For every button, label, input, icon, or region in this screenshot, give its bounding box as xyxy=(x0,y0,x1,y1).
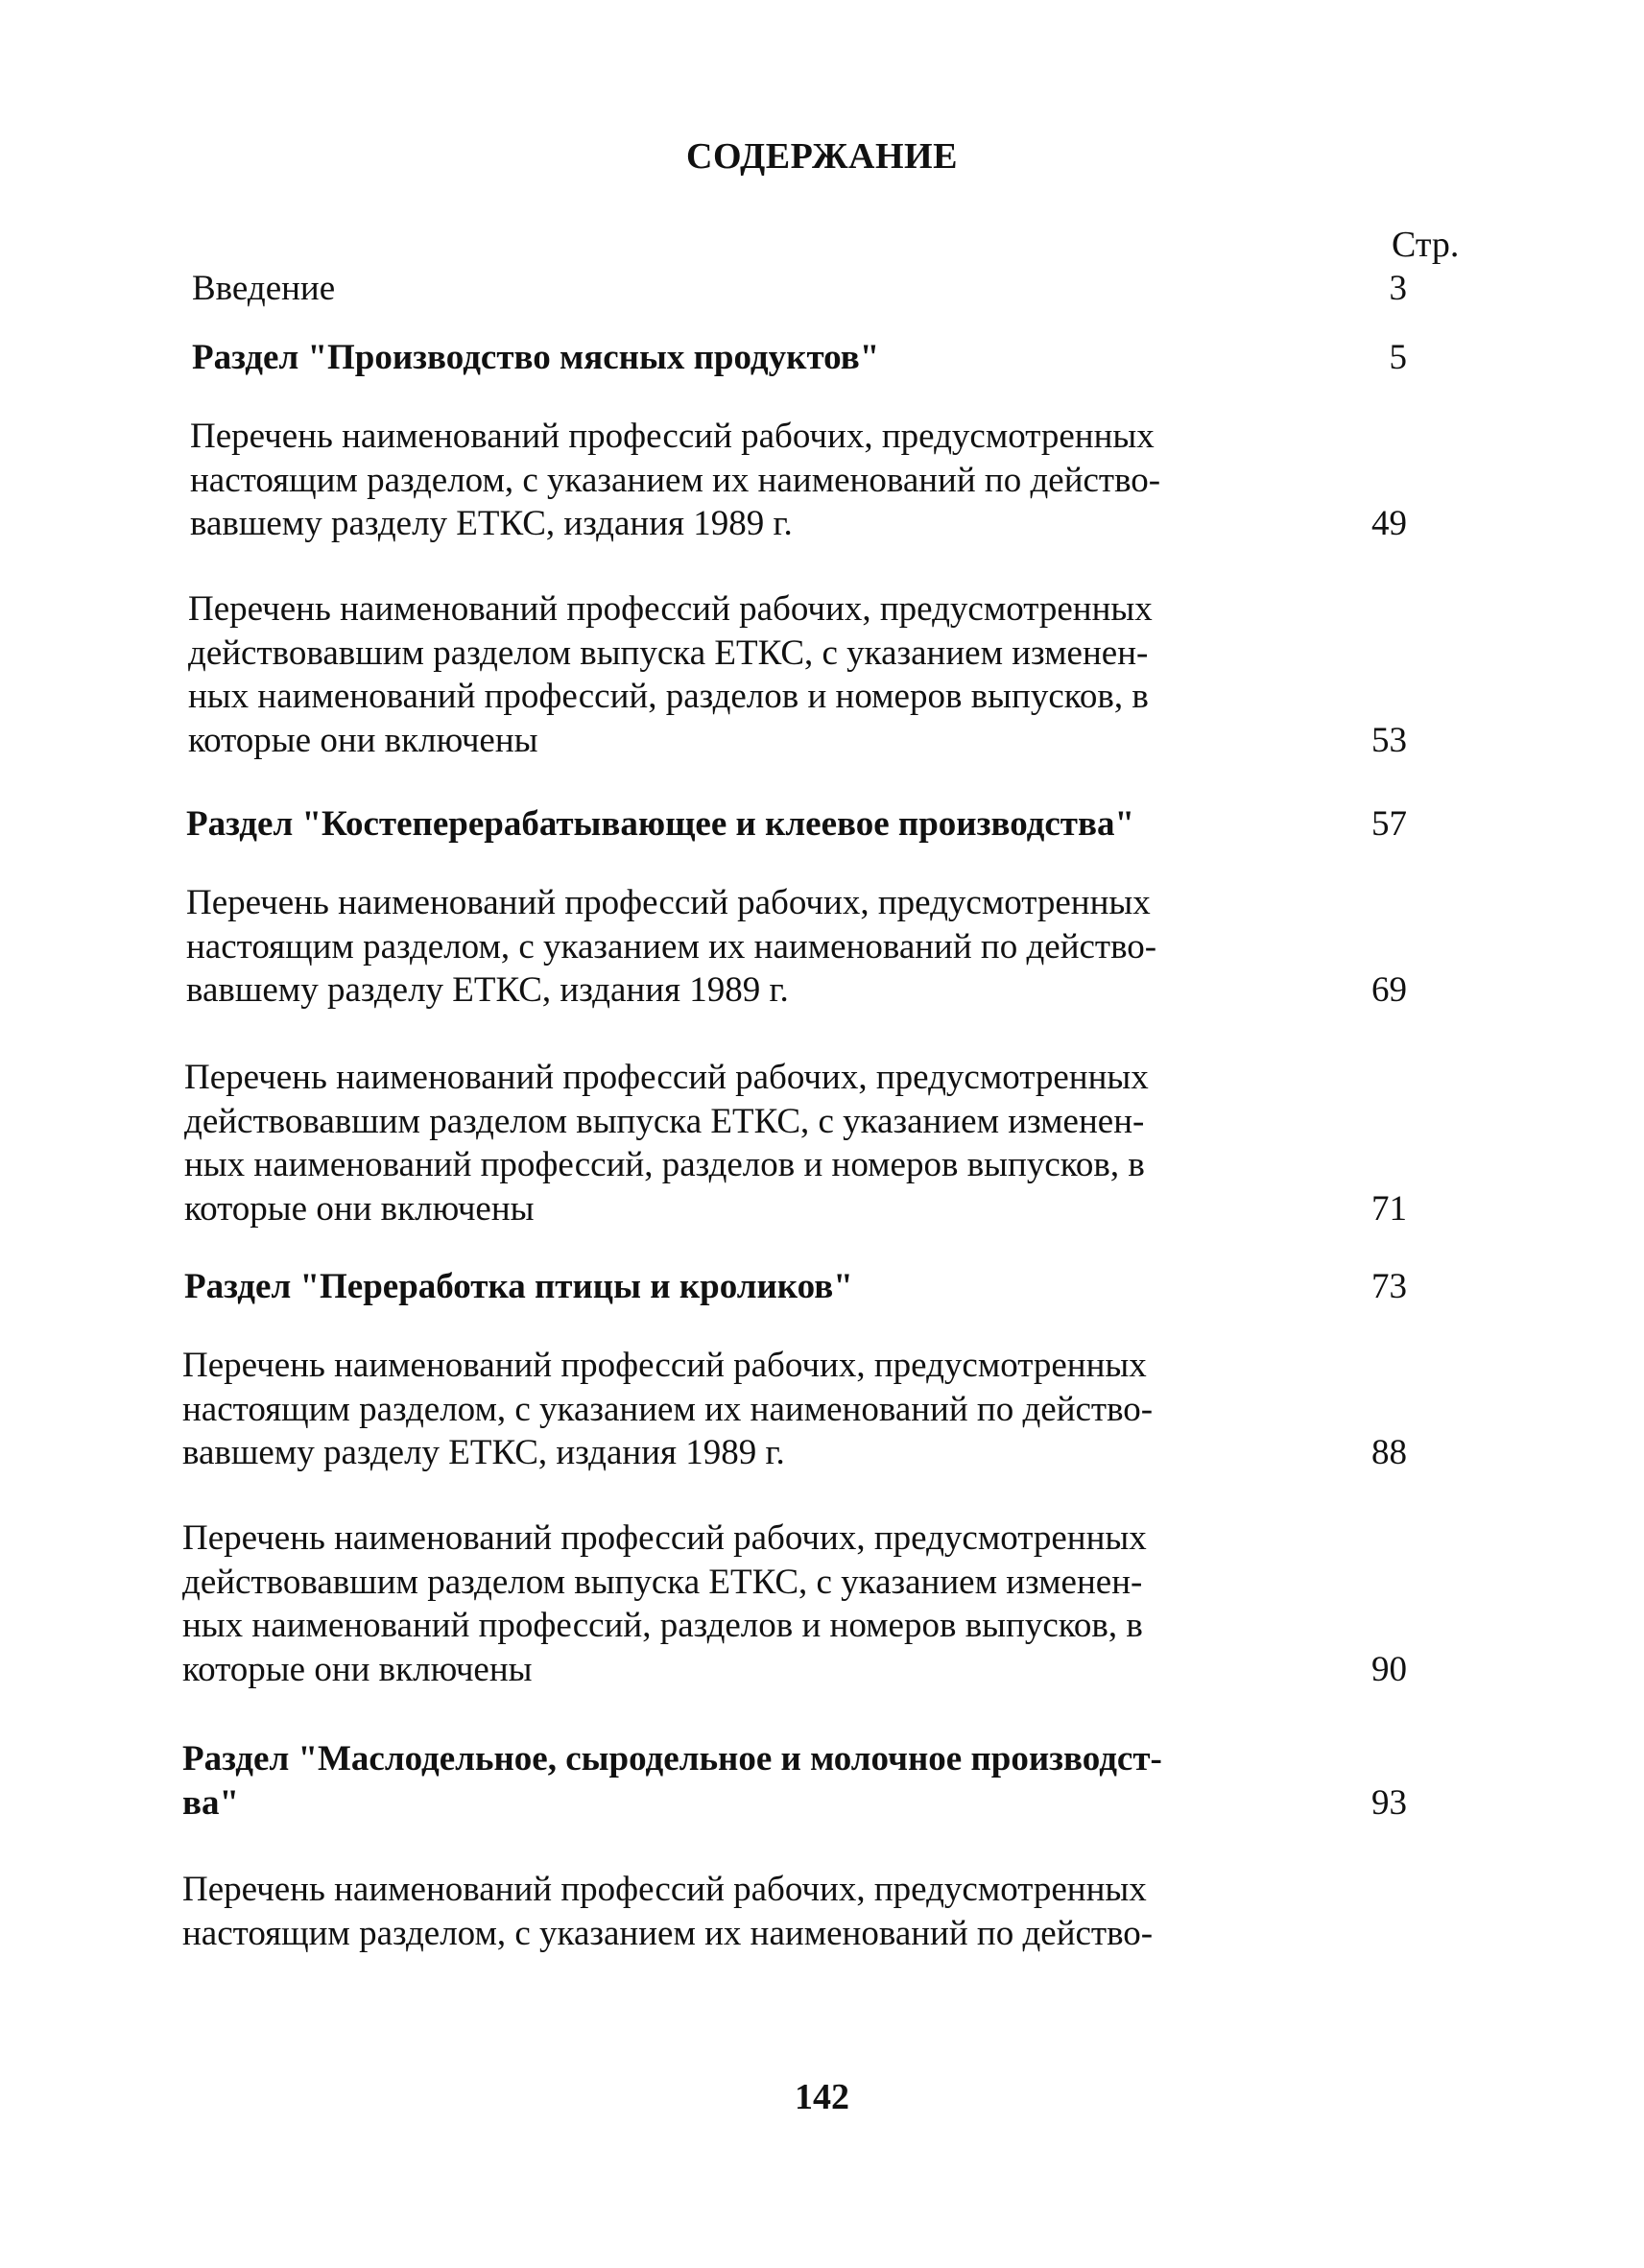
toc-entry-line: Перечень наименований профессий рабочих, предусмотренных xyxy=(190,417,1155,456)
toc-page-number: 93 xyxy=(1371,1782,1407,1823)
toc-entry-line: ва" xyxy=(182,1782,240,1823)
toc-entry-line: Перечень наименований профессий рабочих, предусмотренных xyxy=(184,1058,1149,1097)
toc-entry-line: Раздел "Производство мясных продуктов" xyxy=(192,338,880,377)
toc-entry-line: Перечень наименований профессий рабочих, предусмотренных xyxy=(186,883,1151,922)
toc-page-number: 88 xyxy=(1371,1433,1407,1472)
toc-entry-line: Перечень наименований профессий рабочих, предусмотренных xyxy=(182,1346,1147,1385)
toc-page-number: 53 xyxy=(1371,720,1407,760)
toc-section-heading xyxy=(182,1737,1162,1825)
toc-entry xyxy=(186,881,1156,1013)
page-number: 142 xyxy=(795,2077,849,2117)
toc-page-number: 3 xyxy=(1389,269,1407,308)
toc-entry-line: настоящим разделом, с указанием их наименований по действо- xyxy=(186,926,1157,967)
toc-entry-line: действовавшим разделом выпуска ЕТКС, с указанием изменен- xyxy=(184,1101,1145,1141)
toc-entry-line: ных наименований профессий, разделов и номеров выпусков, в xyxy=(184,1145,1145,1184)
page-title: СОДЕРЖАНИЕ xyxy=(686,136,958,177)
toc-page-number: 49 xyxy=(1371,504,1407,543)
toc-entry-line: Перечень наименований профессий рабочих, предусмотренных xyxy=(182,1518,1147,1558)
toc-entry-line: которые они включены xyxy=(184,1188,535,1229)
toc-page-number: 69 xyxy=(1371,970,1407,1010)
toc-page-number: 5 xyxy=(1389,338,1407,377)
toc-entry-line: действовавшим разделом выпуска ЕТКС, с указанием изменен- xyxy=(182,1562,1143,1602)
toc-entry-line: Перечень наименований профессий рабочих, предусмотренных xyxy=(188,589,1153,629)
toc-entry-line: настоящим разделом, с указанием их наименований по действо- xyxy=(182,1913,1154,1953)
toc-page-number: 90 xyxy=(1371,1649,1407,1689)
toc-page-number: 71 xyxy=(1371,1188,1407,1229)
toc-entry xyxy=(182,1516,1147,1691)
toc-entry xyxy=(190,415,1160,546)
toc-entry-line: Раздел "Костеперерабатывающее и клеевое производства" xyxy=(186,804,1134,844)
toc-entry-line: вавшему разделу ЕТКС, издания 1989 г. xyxy=(190,504,793,543)
toc-entry xyxy=(192,267,335,311)
page-column-label: Стр. xyxy=(1392,225,1460,265)
toc-entry-line: вавшему разделу ЕТКС, издания 1989 г. xyxy=(182,1433,785,1472)
toc-section-heading xyxy=(184,1265,853,1309)
toc-entry-line: Перечень наименований профессий рабочих, предусмотренных xyxy=(182,1870,1147,1909)
toc-entry xyxy=(182,1344,1153,1475)
toc-entry-line: настоящим разделом, с указанием их наименований по действо- xyxy=(182,1389,1154,1429)
toc-page-number: 73 xyxy=(1371,1267,1407,1306)
toc-entry-line: настоящим разделом, с указанием их наименований по действо- xyxy=(190,460,1161,500)
toc-entry-line: ных наименований профессий, разделов и номеров выпусков, в xyxy=(182,1606,1143,1645)
toc-section-heading xyxy=(192,336,879,380)
toc-entry xyxy=(184,1056,1149,1230)
toc-entry-line: Раздел "Маслодельное, сыродельное и молочное производст- xyxy=(182,1739,1162,1779)
toc-entry-line: которые они включены xyxy=(182,1649,533,1689)
toc-entry-line: Введение xyxy=(192,269,336,308)
toc-entry-line: Раздел "Переработка птицы и кроликов" xyxy=(184,1267,853,1306)
toc-entry-line: ных наименований профессий, разделов и номеров выпусков, в xyxy=(188,677,1149,716)
toc-entry-line: вавшему разделу ЕТКС, издания 1989 г. xyxy=(186,970,789,1010)
toc-page-number: 57 xyxy=(1371,804,1407,844)
toc-section-heading xyxy=(186,802,1134,847)
toc-entry-line: действовавшим разделом выпуска ЕТКС, с указанием изменен- xyxy=(188,633,1149,673)
toc-entry-line: которые они включены xyxy=(188,720,538,760)
toc-entry xyxy=(182,1868,1153,1955)
toc-entry xyxy=(188,587,1153,762)
